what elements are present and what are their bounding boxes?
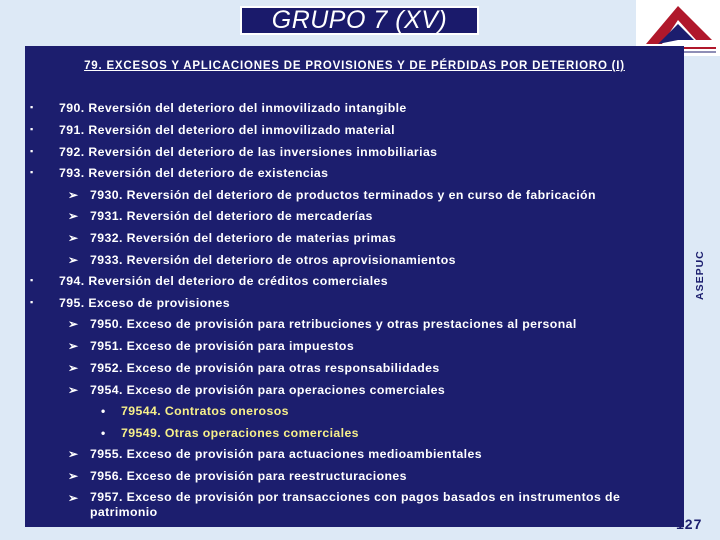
list-item: 7955. Exceso de provisión para actuaciones medioambientales: [90, 447, 482, 461]
list-item: 7951. Exceso de provisión para impuestos: [90, 339, 355, 353]
arrow-bullet-icon: ➢: [68, 491, 79, 505]
list-item: 7933. Reversión del deterioro de otros aprovisionamientos: [90, 253, 456, 267]
list-item: 7931. Reversión del deterioro de mercaderías: [90, 209, 373, 223]
arrow-bullet-icon: ➢: [68, 317, 79, 331]
list-item: 7932. Reversión del deterioro de materias primas: [90, 231, 397, 245]
square-bullet-icon: ▪: [30, 297, 34, 307]
side-label: ASEPUC: [694, 250, 706, 300]
list-item: 793. Reversión del deterioro de existencias: [59, 166, 329, 180]
arrow-bullet-icon: ➢: [68, 209, 79, 223]
list-item: 7950. Exceso de provisión para retribuciones y otras prestaciones al personal: [90, 317, 577, 331]
square-bullet-icon: ▪: [30, 102, 34, 112]
list-item: 791. Reversión del deterioro del inmovilizado material: [59, 123, 395, 137]
list-item: 790. Reversión del deterioro del inmovilizado intangible: [59, 101, 407, 115]
arrow-bullet-icon: ➢: [68, 231, 79, 245]
arrow-bullet-icon: ➢: [68, 469, 79, 483]
section-subtitle: 79. EXCESOS Y APLICACIONES DE PROVISIONES Y DE PÉRDIDAS POR DETERIORO (I): [84, 60, 625, 72]
list-item: 795. Exceso de provisiones: [59, 296, 231, 310]
page-number: 127: [676, 516, 703, 532]
list-item: 7930. Reversión del deterioro de productos terminados y en curso de fabricación: [90, 188, 596, 202]
square-bullet-icon: ▪: [30, 167, 34, 177]
arrow-bullet-icon: ➢: [68, 188, 79, 202]
content-panel: [25, 46, 684, 527]
square-bullet-icon: ▪: [30, 146, 34, 156]
arrow-bullet-icon: ➢: [68, 339, 79, 353]
square-bullet-icon: ▪: [30, 275, 34, 285]
arrow-bullet-icon: ➢: [68, 447, 79, 461]
list-item: 792. Reversión del deterioro de las inversiones inmobiliarias: [59, 145, 438, 159]
arrow-bullet-icon: ➢: [68, 253, 79, 267]
square-bullet-icon: ▪: [30, 124, 34, 134]
dot-bullet-icon: •: [101, 404, 106, 418]
arrow-bullet-icon: ➢: [68, 383, 79, 397]
arrow-bullet-icon: ➢: [68, 361, 79, 375]
list-item: 7956. Exceso de provisión para reestructuraciones: [90, 469, 407, 483]
list-item: 7952. Exceso de provisión para otras responsabilidades: [90, 361, 440, 375]
dot-bullet-icon: •: [101, 426, 106, 440]
list-item: 794. Reversión del deterioro de créditos comerciales: [59, 274, 389, 288]
list-item: 79549. Otras operaciones comerciales: [121, 426, 359, 440]
list-item: 7954. Exceso de provisión para operaciones comerciales: [90, 383, 446, 397]
list-item: 79544. Contratos onerosos: [121, 404, 289, 418]
slide-title: GRUPO 7 (XV): [240, 6, 479, 35]
list-item: 7957. Exceso de provisión por transacciones con pagos basados en instrumentos de patrimonio: [90, 490, 621, 519]
